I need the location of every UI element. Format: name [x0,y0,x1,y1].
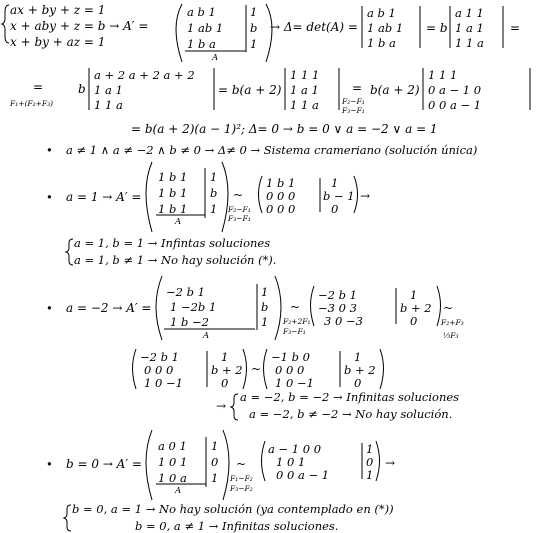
paren-left [311,286,315,326]
matrix-aug: b [261,300,269,314]
det-row: a 1 1 [455,6,484,20]
matrix-aug: 1 [210,170,218,184]
matrix-row: 1 b a [187,37,216,51]
arrow: → [216,399,227,413]
case-brace-3 [231,394,238,420]
matrix-aug: 0 [366,455,374,469]
equals-b: = b [426,21,448,35]
matrix-aug: 1 [366,442,374,456]
bullet: • [46,301,53,315]
equiv-tilde: ~ [251,362,262,376]
bullet: • [46,457,53,471]
case-lead: b = 0 → A′ = [66,457,142,471]
det-row: a + 2 a + 2 a + 2 [94,68,195,82]
matrix-row: −2 b 1 [318,288,357,302]
bullet: • [46,190,53,204]
paren-left [262,441,266,481]
det-row: 1 1 1 [290,68,320,82]
subcase: a = −2, b ≠ −2 → No hay solución. [249,407,453,421]
arrow: → [360,189,371,203]
matrix-row: 0 0 a − 1 [276,468,330,482]
det-row: 1 a 1 [290,83,319,97]
equals: = [510,21,521,35]
paren-right [223,430,229,500]
matrix-row: 1 b 1 [266,176,296,190]
equiv-tilde: ~ [290,300,301,314]
case-lead: a = 1 → A′ = [66,190,142,204]
subcase: a = 1, b = 1 → Infintas soluciones [74,236,271,250]
matrix-row: 1 ab 1 [187,21,224,35]
system-eq-3: x + by + az = 1 [10,35,106,49]
matrix-row: 1 b −2 [170,315,209,329]
matrix-label: A [175,486,182,496]
matrix-aug: b − 1 [323,189,355,203]
matrix-aug: 0 [354,376,362,390]
det-row: a b 1 [367,6,396,20]
matrix-aug: 1 [250,37,258,51]
matrix-aug: 0 [211,455,219,469]
paren-right [380,349,384,389]
matrix-row: 0 0 0 [275,363,305,377]
matrix-aug: 0 [410,314,418,328]
det-row: 1 1 a [94,98,123,112]
matrix-aug: 1 [250,5,258,19]
det-row: 0 0 a − 1 [428,98,482,112]
matrix-aug: 1 [221,350,229,364]
matrix-aug: 1 [354,350,362,364]
paren-right [437,286,441,326]
det-row: 1 a 1 [94,83,123,97]
matrix-aug: b + 2 [344,363,376,377]
det-row: 1 b a [367,36,396,50]
matrix-row: −1 b 0 [271,350,310,364]
det-row: 1 a 1 [455,21,484,35]
matrix-row: 1 b 1 [158,170,188,184]
matrix-row: 0 0 0 [144,363,174,377]
row-op: F₁+(F₂+F₃) [10,99,54,108]
paren-right [243,349,247,389]
matrix-row: 0 0 0 [266,202,296,216]
case-brace-4 [64,505,71,531]
matrix-row: 1 0 −1 [275,376,314,390]
matrix-row: 1 −2b 1 [170,300,217,314]
paren-left [259,176,263,213]
delta-def: → Δ= det(A) = [270,20,358,34]
subcase: a = 1, b ≠ 1 → No hay solución (*). [74,253,277,267]
row-op: F₂+2F₁ [283,317,311,326]
matrix-label: A [212,53,219,63]
det-row: 1 1 1 [428,68,458,82]
subcase: b = 0, a ≠ 1 → Infinitas soluciones. [135,519,339,533]
row-op: F₂−F₁ [228,205,251,214]
equiv-tilde: ~ [236,457,247,471]
equiv-tilde: ~ [233,188,244,202]
row-op: F₂−F₁ [342,97,365,106]
row-op: F₂+F₃ [441,318,464,327]
matrix-aug: 1 [410,288,418,302]
matrix-aug: b + 2 [211,363,243,377]
matrix-aug: 1 [331,176,339,190]
matrix-aug: b + 2 [400,301,432,315]
matrix-row: 1 b 1 [158,202,188,216]
matrix-row: 1 0 a [158,471,187,485]
matrix-row: 3 0 −3 [324,314,363,328]
matrix-row: 1 0 1 [158,455,188,469]
arrow: → [385,456,396,470]
equals: = [33,80,44,94]
matrix-row: 1 0 1 [276,455,306,469]
matrix-aug: 1 [261,285,269,299]
row-op: F₃−F₁ [283,327,306,336]
matrix-row: −2 b 1 [140,350,179,364]
det-row: 0 a − 1 0 [428,83,482,97]
case-cramer: a ≠ 1 ∧ a ≠ −2 ∧ b ≠ 0 → Δ≠ 0 → Sistema crameriano (solución única) [66,143,478,157]
matrix-aug: 1 [211,439,219,453]
paren-left [146,162,152,232]
case-lead: a = −2 → A′ = [66,301,152,315]
matrix-row: 1 b 1 [158,186,188,200]
factor-b: b [78,82,86,96]
matrix-label: A [175,217,182,227]
matrix-row: 0 0 0 [266,189,296,203]
row-op: ⅓F₃ [443,331,459,340]
matrix-aug: 1 [210,202,218,216]
paren-left [146,430,152,500]
paren-left [156,276,162,340]
paren-left [264,349,268,389]
matrix-aug: b [250,21,258,35]
system-eq-2: x + aby + z = b → A′ = [10,19,149,33]
factor: b(a + 2) [370,83,420,97]
matrix-row: −3 0 3 [318,301,357,315]
matrix-row: a b 1 [187,5,216,19]
matrix-row: a − 1 0 0 [268,442,322,456]
row-op: F₃−F₁ [228,214,251,223]
row-op: F₃−F₁ [342,106,365,115]
system-brace-1 [2,5,9,43]
matrix-aug: 0 [331,202,339,216]
row-op: F₃−F₂ [230,484,253,493]
det-row: 1 1 a [455,36,484,50]
subcase: a = −2, b = −2 → Infinitas soluciones [240,390,460,404]
det-row: 1 1 a [290,98,319,112]
subcase: b = 0, a = 1 → No hay solución (ya contemplado en (*)) [72,502,394,516]
paren-right [376,441,380,481]
matrix-row: a 0 1 [158,439,187,453]
matrix-row: −2 b 1 [166,285,205,299]
system-eq-1: ax + by + z = 1 [10,3,106,17]
matrix-aug: 0 [221,376,229,390]
paren-right [275,276,281,340]
paren-left [176,4,182,62]
det-row: 1 ab 1 [367,21,404,35]
bullet: • [46,143,53,157]
matrix-aug: 1 [211,471,219,485]
case-brace-2 [66,239,73,265]
matrix-aug: 1 [261,315,269,329]
equals: = [352,81,363,95]
matrix-aug: b [210,186,218,200]
determinant-result: = b(a + 2)(a − 1)²; Δ= 0 → b = 0 ∨ a = −2 ∨ a = 1 [131,122,438,136]
row-op: F₁−F₂ [230,474,253,483]
factor: = b(a + 2) [218,83,282,97]
paren-left [133,349,137,389]
matrix-aug: 1 [366,468,374,482]
equiv-tilde: ~ [443,301,454,315]
matrix-label: A [203,331,210,341]
matrix-row: 1 0 −1 [144,376,183,390]
